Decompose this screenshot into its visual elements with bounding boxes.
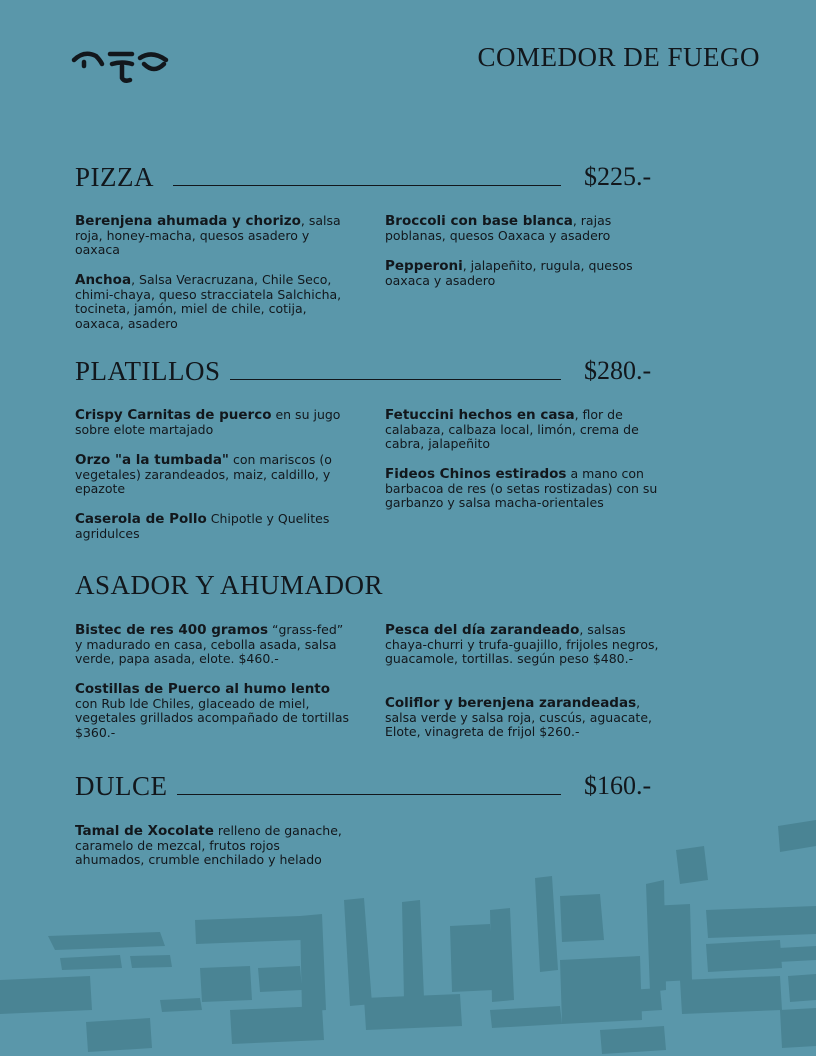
item-description: , rajas poblanas, quesos Oaxaca y asadero [385,213,612,243]
item-name: Fideos Chinos estirados [385,466,567,482]
menu-item [75,682,350,741]
menu-item [75,623,350,667]
menu-item [75,214,350,258]
section-title: DULCE [75,771,168,801]
menu-item [75,453,350,497]
item-description: , salsas chaya-churri y trufa-guajillo, frijoles negros, guacamole, tortillas. según peso $480.- [385,622,659,667]
item-name: Tamal de Xocolate [75,823,214,839]
section-header-asador [75,570,675,604]
item-description: relleno de ganache, caramelo de mezcal, frutos rojos ahumados, crumble enchilado y helado [75,823,342,868]
section-title: PLATILLOS [75,356,221,386]
item-description: “grass-fed” y madurado en casa, cebolla asada, salsa verde, papa asada, elote. $460.- [75,622,344,667]
item-description: , flor de calabaza, calbaza local, limón, crema de cabra, jalapeñito [385,407,639,452]
menu-item [385,259,660,288]
item-name: Fetuccini hechos en casa [385,407,575,423]
item-description: , jalapeñito, rugula, quesos oaxaca y asadero [385,258,633,288]
menu-item [385,467,660,511]
section-divider [177,794,561,795]
menu-item [75,408,350,437]
section-header-pizza [75,162,675,196]
menu-item [75,824,350,868]
item-name: Costillas de Puerco al humo lento [75,681,331,697]
section-header-dulce [75,771,675,805]
item-description: , salsa roja, honey-macha, quesos asadero y oaxaca [75,213,341,258]
item-name: Coliflor y berenjena zarandeadas [385,695,637,711]
section-header-platillos [75,356,675,390]
stylized-face-icon [70,44,170,86]
item-name: Crispy Carnitas de puerco [75,407,272,423]
item-name: Bistec de res 400 gramos [75,622,269,638]
section-title: ASADOR Y AHUMADOR [75,570,384,600]
item-description: a mano con barbacoa de res (o setas rostizadas) con su garbanzo y salsa macha-orientales [385,466,658,511]
item-description: en su jugo sobre elote martajado [75,407,341,437]
menu-item [75,273,350,332]
section-title: PIZZA [75,162,154,192]
item-name: Broccoli con base blanca [385,213,573,229]
item-name: Pesca del día zarandeado [385,622,580,638]
item-name: Berenjena ahumada y chorizo [75,213,301,229]
menu-item [75,512,350,541]
item-description: con mariscos (o vegetales) zarandeados, maiz, caldillo, y epazote [75,452,332,497]
section-price: $280.- [584,356,652,385]
item-description: , Salsa Veracruzana, Chile Seco, chimi-chaya, queso stracciatela Salchicha, tocineta, jamón, miel de chile, cotija, oaxaca, asadero [75,272,342,332]
section-divider [230,379,561,380]
item-name: Anchoa [75,272,132,288]
restaurant-name: COMEDOR DE FUEGO [477,42,760,72]
item-name: Caserola de Pollo [75,511,207,527]
item-description: , salsa verde y salsa roja, cuscús, aguacate, Elote, vinagreta de frijol $260.- [385,695,652,740]
menu-item [385,696,660,740]
item-name: Orzo "a la tumbada" [75,452,229,468]
section-divider [173,185,561,186]
item-description: Chipotle y Quelites agridulces [75,511,330,541]
item-description: con Rub lde Chiles, glaceado de miel, vegetales grillados acompañado de tortillas $360.- [75,695,350,741]
section-price: $225.- [584,162,652,191]
item-name: Pepperoni [385,258,463,274]
menu-item [385,408,660,452]
menu-item [385,214,660,243]
menu-item [385,623,660,667]
section-price: $160.- [584,771,652,800]
